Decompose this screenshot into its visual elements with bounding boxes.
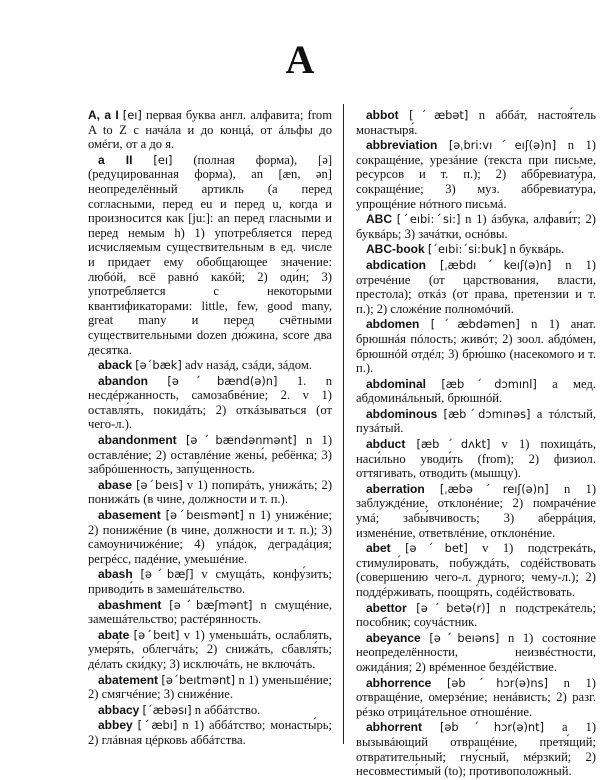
definition: n 1) áзбука, алфави́т; 2) буквáрь; 3) зачáтки, оснóвы. <box>356 212 596 241</box>
definition: v 1) похищáть, наси́льно уводи́ть (from); 2) физиол. оттягивать, отводи́ть (мышцу). <box>356 437 596 481</box>
transcription: [əˌbri:vıˊeıʃ(ə)n] <box>448 138 557 153</box>
dictionary-entry <box>356 108 596 137</box>
headword: abasement <box>98 508 161 523</box>
headword: abatement <box>98 672 159 687</box>
transcription: [æbˊdɔmınəs] <box>443 406 531 421</box>
transcription: [ˊæbdəmen] <box>430 317 520 332</box>
definition: n смущéние, замешáтельство; растéрянность. <box>88 597 333 627</box>
headword: abdomen <box>366 317 420 332</box>
dictionary-entry <box>356 676 596 720</box>
headword: abate <box>98 627 130 642</box>
transcription: [əbˊhɔr(ə)nt] <box>439 720 545 735</box>
dictionary-entry <box>88 628 332 672</box>
headword: abhorrence <box>366 675 432 690</box>
definition: n 1) заблуждéние, отклонéние; 2) помрачéние умá; забы́вчивость; 3) аберрáция, изменéние, ответвлéние, отклонéние. <box>356 481 597 540</box>
transcription: [əˊbeıəns] <box>429 630 500 645</box>
transcription: [eı] <box>122 108 142 122</box>
transcription: [əˊbetə(r)] <box>416 600 490 615</box>
headword: aberration <box>366 481 425 496</box>
dictionary-entry <box>88 718 332 747</box>
headword: aback <box>98 358 133 373</box>
definition: v 1) попирáть, унижáть; 2) понижáть (в чине, должности и т. п.). <box>88 477 333 507</box>
dictionary-entry <box>88 478 332 507</box>
definition: n 1) отречéние (от царствования, власти, престола); откáз (от права, претензии и т. п.); 2) сложéние полномóчий. <box>356 257 596 316</box>
headword: abet <box>366 541 391 556</box>
transcription: [əˊbet] <box>405 541 468 556</box>
column-divider <box>343 104 344 744</box>
definition: n 1) оставлéние; 2) оставлéние жены́, ребёнка; 3) забрóшенность, запу́щенность. <box>88 433 333 477</box>
definition: v 1) уменьшáть, ослаблять, умеря́ть, облегчáть; 2) снижáть, сбавля́ть; дéлать ски́дку; 3) исключáть, не включáть. <box>88 627 332 671</box>
dictionary-entry <box>88 433 332 477</box>
transcription: [ˊeıbi:ˊsi:] <box>396 212 461 227</box>
dictionary-entry <box>356 242 596 257</box>
definition: v 1) подстрекáть, стимули́ровать, побуждáть, содéйствовать (совершению чего-л. дурного; чему-л.); 2) поддéрживать, поощря́ть, содéйствовать. <box>356 541 597 599</box>
dictionary-entry <box>88 153 332 357</box>
headword: abandon <box>98 373 148 388</box>
definition: n 1) унижéние; 2) понижéние (в чине, должности и т. п.); 3) самоуничижéние; 4) упáдок, деградáция; регрéсс, падéние, умеьшéние. <box>88 508 332 566</box>
definition: n аббáтство. <box>194 702 261 717</box>
dictionary-entry <box>88 598 332 627</box>
dictionary-entry <box>88 508 332 566</box>
transcription: [əˊbeıtmənt] <box>161 672 236 687</box>
transcription: [eı] <box>153 152 173 167</box>
headword: A, a I <box>88 108 119 122</box>
definition: adv назáд, сзáди, зáдом. <box>184 358 312 373</box>
transcription: [ˊæbı] <box>137 718 178 733</box>
definition: n буквáрь. <box>509 242 565 257</box>
transcription: [ˊeıbi:ˊsi:buk] <box>427 242 507 257</box>
dictionary-entry <box>356 258 596 316</box>
headword: abbey <box>98 718 133 733</box>
definition: a мед. абдоминáльный, брюшнóй. <box>356 376 596 406</box>
definition: n 1) сокращéние, урезáние (текста при письме, ресурсов и т. п.); 2) аббревиату́ра, сокращéние; 3) муз. аббревиату́ра, упрощéние нóтного письмá. <box>356 138 596 211</box>
transcription: [ˊæbəsı] <box>142 702 192 717</box>
transcription: [ˌæbəˊreıʃ(ə)n] <box>439 481 549 496</box>
headword: ABC-book <box>366 242 425 257</box>
transcription: [əˊbæk] <box>135 358 182 373</box>
definition: (полная форма), [ə] (редуцированная форма), an [æn, ən] неопределённый артикль (а перед согласными, перед eu и перед u, когда и произносится как [ju:]: an перед гласными и перед немым h) 1) употребляется перед исчисляемым существительным в ед. числе и придает ему обобщающее значение: любóй, всё равнó какóй; 2) оди́н; 3) употребляется с некоторыми квантификаторами: little, few, good many, great many и перед счётными существительными dozen дю́жина, score два десятка. <box>88 152 333 357</box>
definition: v смущáть, конфу́зить; приводи́ть в замешáтельство. <box>88 567 332 596</box>
transcription: [əˊbænd(ə)n] <box>167 373 278 388</box>
headword: abbacy <box>98 702 140 717</box>
headword: a II <box>98 152 133 167</box>
definition: n 1) состояние неопределённости, неизвéстности, ожидáния; 2) врéменное бездéйствие. <box>356 630 597 674</box>
dictionary-entry <box>356 437 596 481</box>
definition: a тóлстый, пузáтый. <box>356 406 596 436</box>
dictionary-entry <box>88 374 332 432</box>
transcription: [əˊbeıt] <box>133 627 180 642</box>
dictionary-entry <box>88 358 332 373</box>
dictionary-entry <box>356 482 596 540</box>
definition: n 1) отвращéние, омерзéние; ненáвисть; 2) разг. рéзко отрицáтельное отношéние. <box>356 675 597 719</box>
definition: n 1) анат. брюшнáя пóлость; живóт; 2) зоол. абдóмен, брюшнóй отдéл; 3) брю́шко (насекомого и т. п.). <box>356 317 597 376</box>
dictionary-entry <box>88 673 332 702</box>
headword: abandonment <box>98 433 177 448</box>
dictionary-entry <box>356 541 596 599</box>
transcription: [əˊbæʃmənt] <box>169 597 253 612</box>
headword: abase <box>98 477 133 492</box>
headword: abbreviation <box>366 138 438 153</box>
headword: abdication <box>366 257 427 272</box>
headword: abduct <box>366 437 406 452</box>
transcription: [əˊbændənmənt] <box>185 433 297 448</box>
transcription: [əˊbeısmənt] <box>165 508 244 523</box>
definition: n аббáт, настоя́тель монастыря́. <box>356 108 596 137</box>
headword: abettor <box>366 600 407 615</box>
dictionary-entry <box>356 317 596 375</box>
dictionary-entry <box>356 407 596 436</box>
headword: abash <box>98 567 133 582</box>
transcription: [əbˊhɔr(ə)ns] <box>446 675 548 690</box>
definition: a 1) вызывáющий отвращéние, претя́щий; отвратительный; гну́сный, мéрзкий; 2) несовмести́мый (to); противоположный. <box>356 720 597 779</box>
headword: abhorrent <box>366 720 423 735</box>
definition: 1. n несдéржанность, самозабвéние; 2. v 1) оставля́ть, покидáть; 2) откáзываться (от чего-л.). <box>88 373 333 432</box>
dictionary-entry <box>88 567 332 596</box>
headword: abdominal <box>366 376 427 391</box>
transcription: [æbˊdɔmınl] <box>441 376 537 391</box>
headword: abbot <box>366 108 399 122</box>
dictionary-entry <box>356 601 596 630</box>
headword: abeyance <box>366 630 421 645</box>
transcription: [æbˊdʌkt] <box>416 437 491 452</box>
definition: первая буква англ. алфавита; from A to Z с начáла и до концá, от áльфы до омéги, от а до я. <box>88 108 332 152</box>
dictionary-entry <box>88 703 332 718</box>
dictionary-entry <box>88 108 332 152</box>
transcription: [ˌæbdıˊkeıʃ(ə)n] <box>439 257 552 272</box>
right-column <box>356 108 596 780</box>
dictionary-entry <box>356 212 596 241</box>
headword: ABC <box>366 212 392 227</box>
transcription: [əˊbæʃ] <box>140 567 194 582</box>
definition: n 1) уменьшéние; 2) смягчéние; 3) снижéние. <box>88 672 333 702</box>
dictionary-entry <box>356 138 596 211</box>
left-column <box>88 108 332 749</box>
section-letter: A <box>285 37 315 82</box>
transcription: [ˊæbət] <box>409 108 469 122</box>
headword: abdominous <box>366 406 438 421</box>
definition: n подстрекáтель; пособник; соучáстник. <box>356 600 596 630</box>
dictionary-entry <box>356 631 596 675</box>
transcription: [əˊbeıs] <box>136 477 183 492</box>
dictionary-entry <box>356 377 596 406</box>
definition: n 1) аббáтство; монасты́рь; 2) глáвная цéрковь аббáтства. <box>88 718 332 747</box>
headword: abashment <box>98 597 162 612</box>
